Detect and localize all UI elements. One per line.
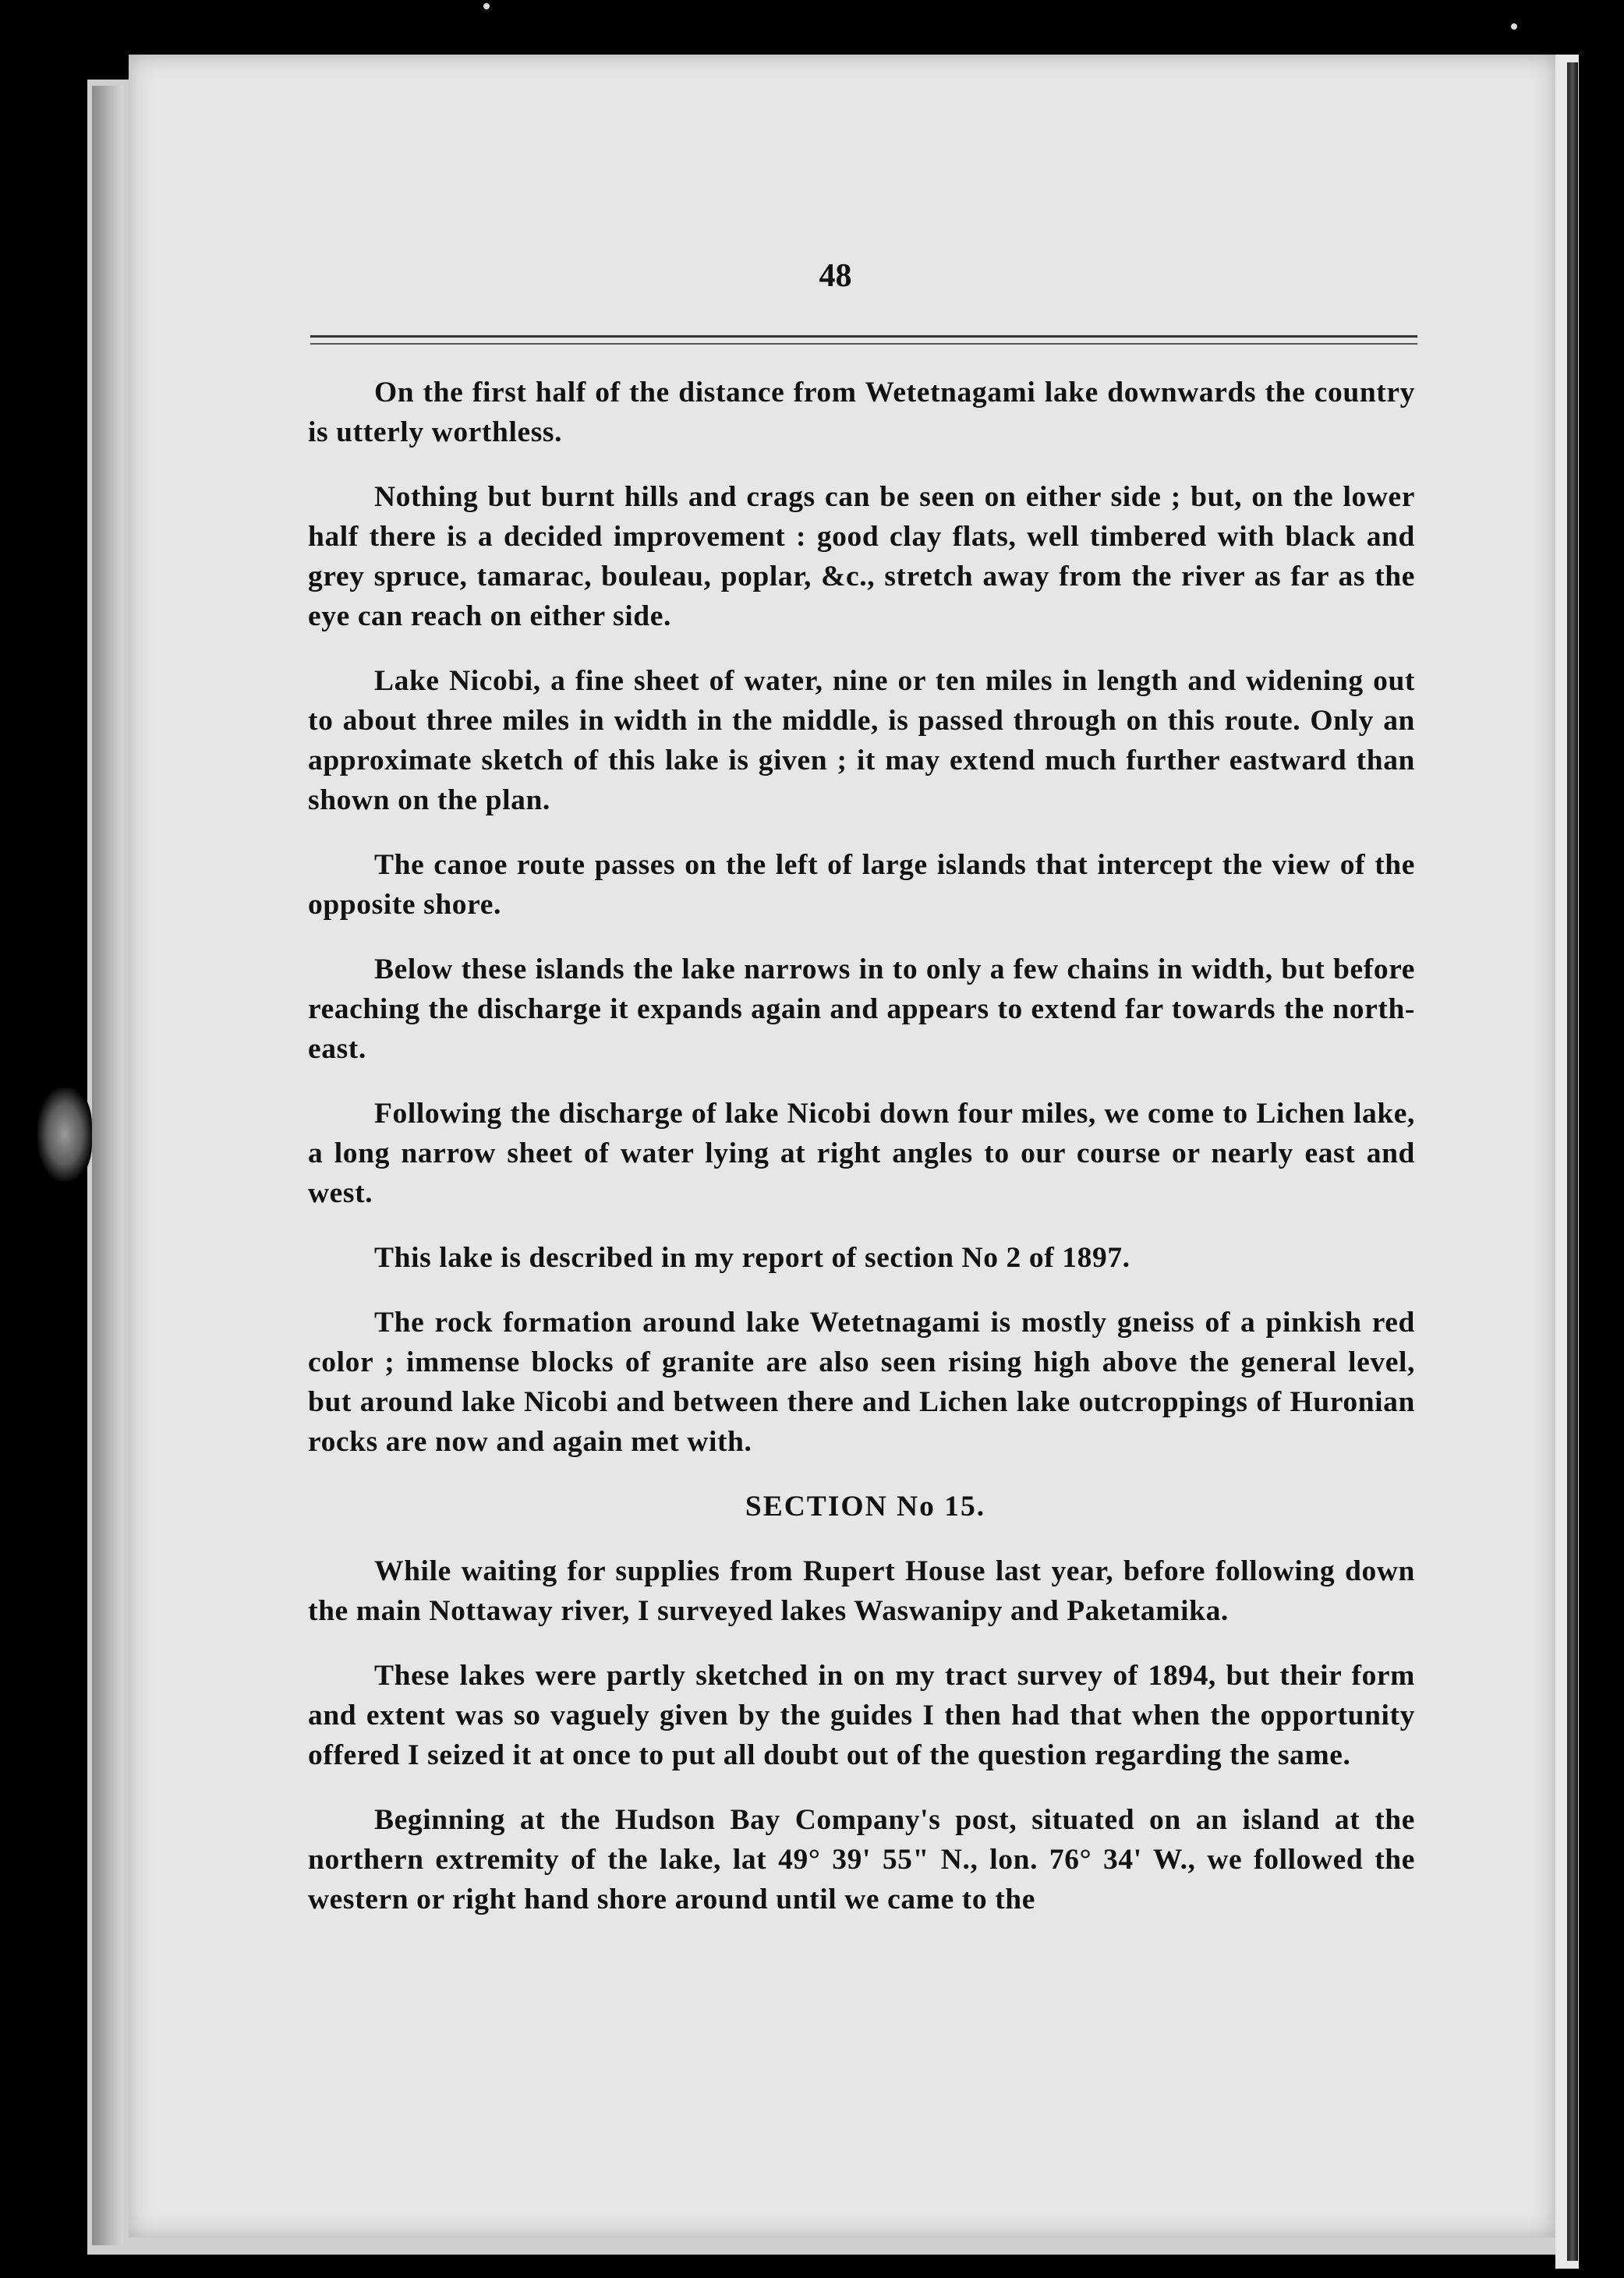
section-heading: SECTION No 15. <box>745 1491 986 1523</box>
top-speck <box>483 3 490 9</box>
margin-blot <box>37 1088 92 1181</box>
page-left-shadow <box>92 86 123 2245</box>
paragraph: While waiting for supplies from Rupert House last year, before following down the main Nottaway river, I surveyed lakes Waswanipy and Paketamika. <box>308 1555 1415 1627</box>
paragraph: The canoe route passes on the left of large islands that intercept the view of the opposite shore. <box>308 849 1415 921</box>
header-rule-thin <box>310 343 1417 345</box>
top-speck <box>1511 23 1517 30</box>
paragraph: Beginning at the Hudson Bay Company's post, situated on an island at the northern extremity of the lake, lat 49° 39' 55" N., lon. 76° 34' W., we followed the western or right hand shore around until we came to the <box>308 1804 1415 1915</box>
paragraph: Lake Nicobi, a fine sheet of water, nine or ten miles in length and widening out to about three miles in width in the middle, is passed through on this route. Only an approximate sketch of this lake is given ; it may extend much further eastward than shown on the plan. <box>308 665 1415 816</box>
paragraph: This lake is described in my report of section No 2 of 1897. <box>374 1242 1130 1274</box>
paragraph: The rock formation around lake Wetetnagami is mostly gneiss of a pinkish red color ; immense blocks of granite are also seen rising high above the general level, but around lake Nicobi and between there and Lichen lake outcroppings of Huronian rocks are now and again met with. <box>308 1307 1415 1458</box>
header-rule <box>310 335 1417 338</box>
binding-strip <box>1567 62 1578 2261</box>
paragraph: On the first half of the distance from Wetetnagami lake downwards the country is utterly worthless. <box>308 377 1415 448</box>
paragraph: Nothing but burnt hills and crags can be seen on either side ; but, on the lower half there is a decided improvement : good clay flats, well timbered with black and grey spruce, tamarac, bouleau, poplar, &c., stretch away from the river as far as the eye can reach on either side. <box>308 481 1415 632</box>
paragraph: These lakes were partly sketched in on my tract survey of 1894, but their form and extent was so vaguely given by the guides I then had that when the opportunity offered I seized it at once to put all doubt out of the question regarding the same. <box>308 1660 1415 1771</box>
page-number: 48 <box>819 258 852 294</box>
paragraph: Below these islands the lake narrows in to only a few chains in width, but before reaching the discharge it expands again and appears to extend far towards the north-east. <box>308 953 1415 1065</box>
body-text <box>308 373 1415 1944</box>
paragraph: Following the discharge of lake Nicobi down four miles, we come to Lichen lake, a long narrow sheet of water lying at right angles to our course or nearly east and west. <box>308 1098 1415 1209</box>
